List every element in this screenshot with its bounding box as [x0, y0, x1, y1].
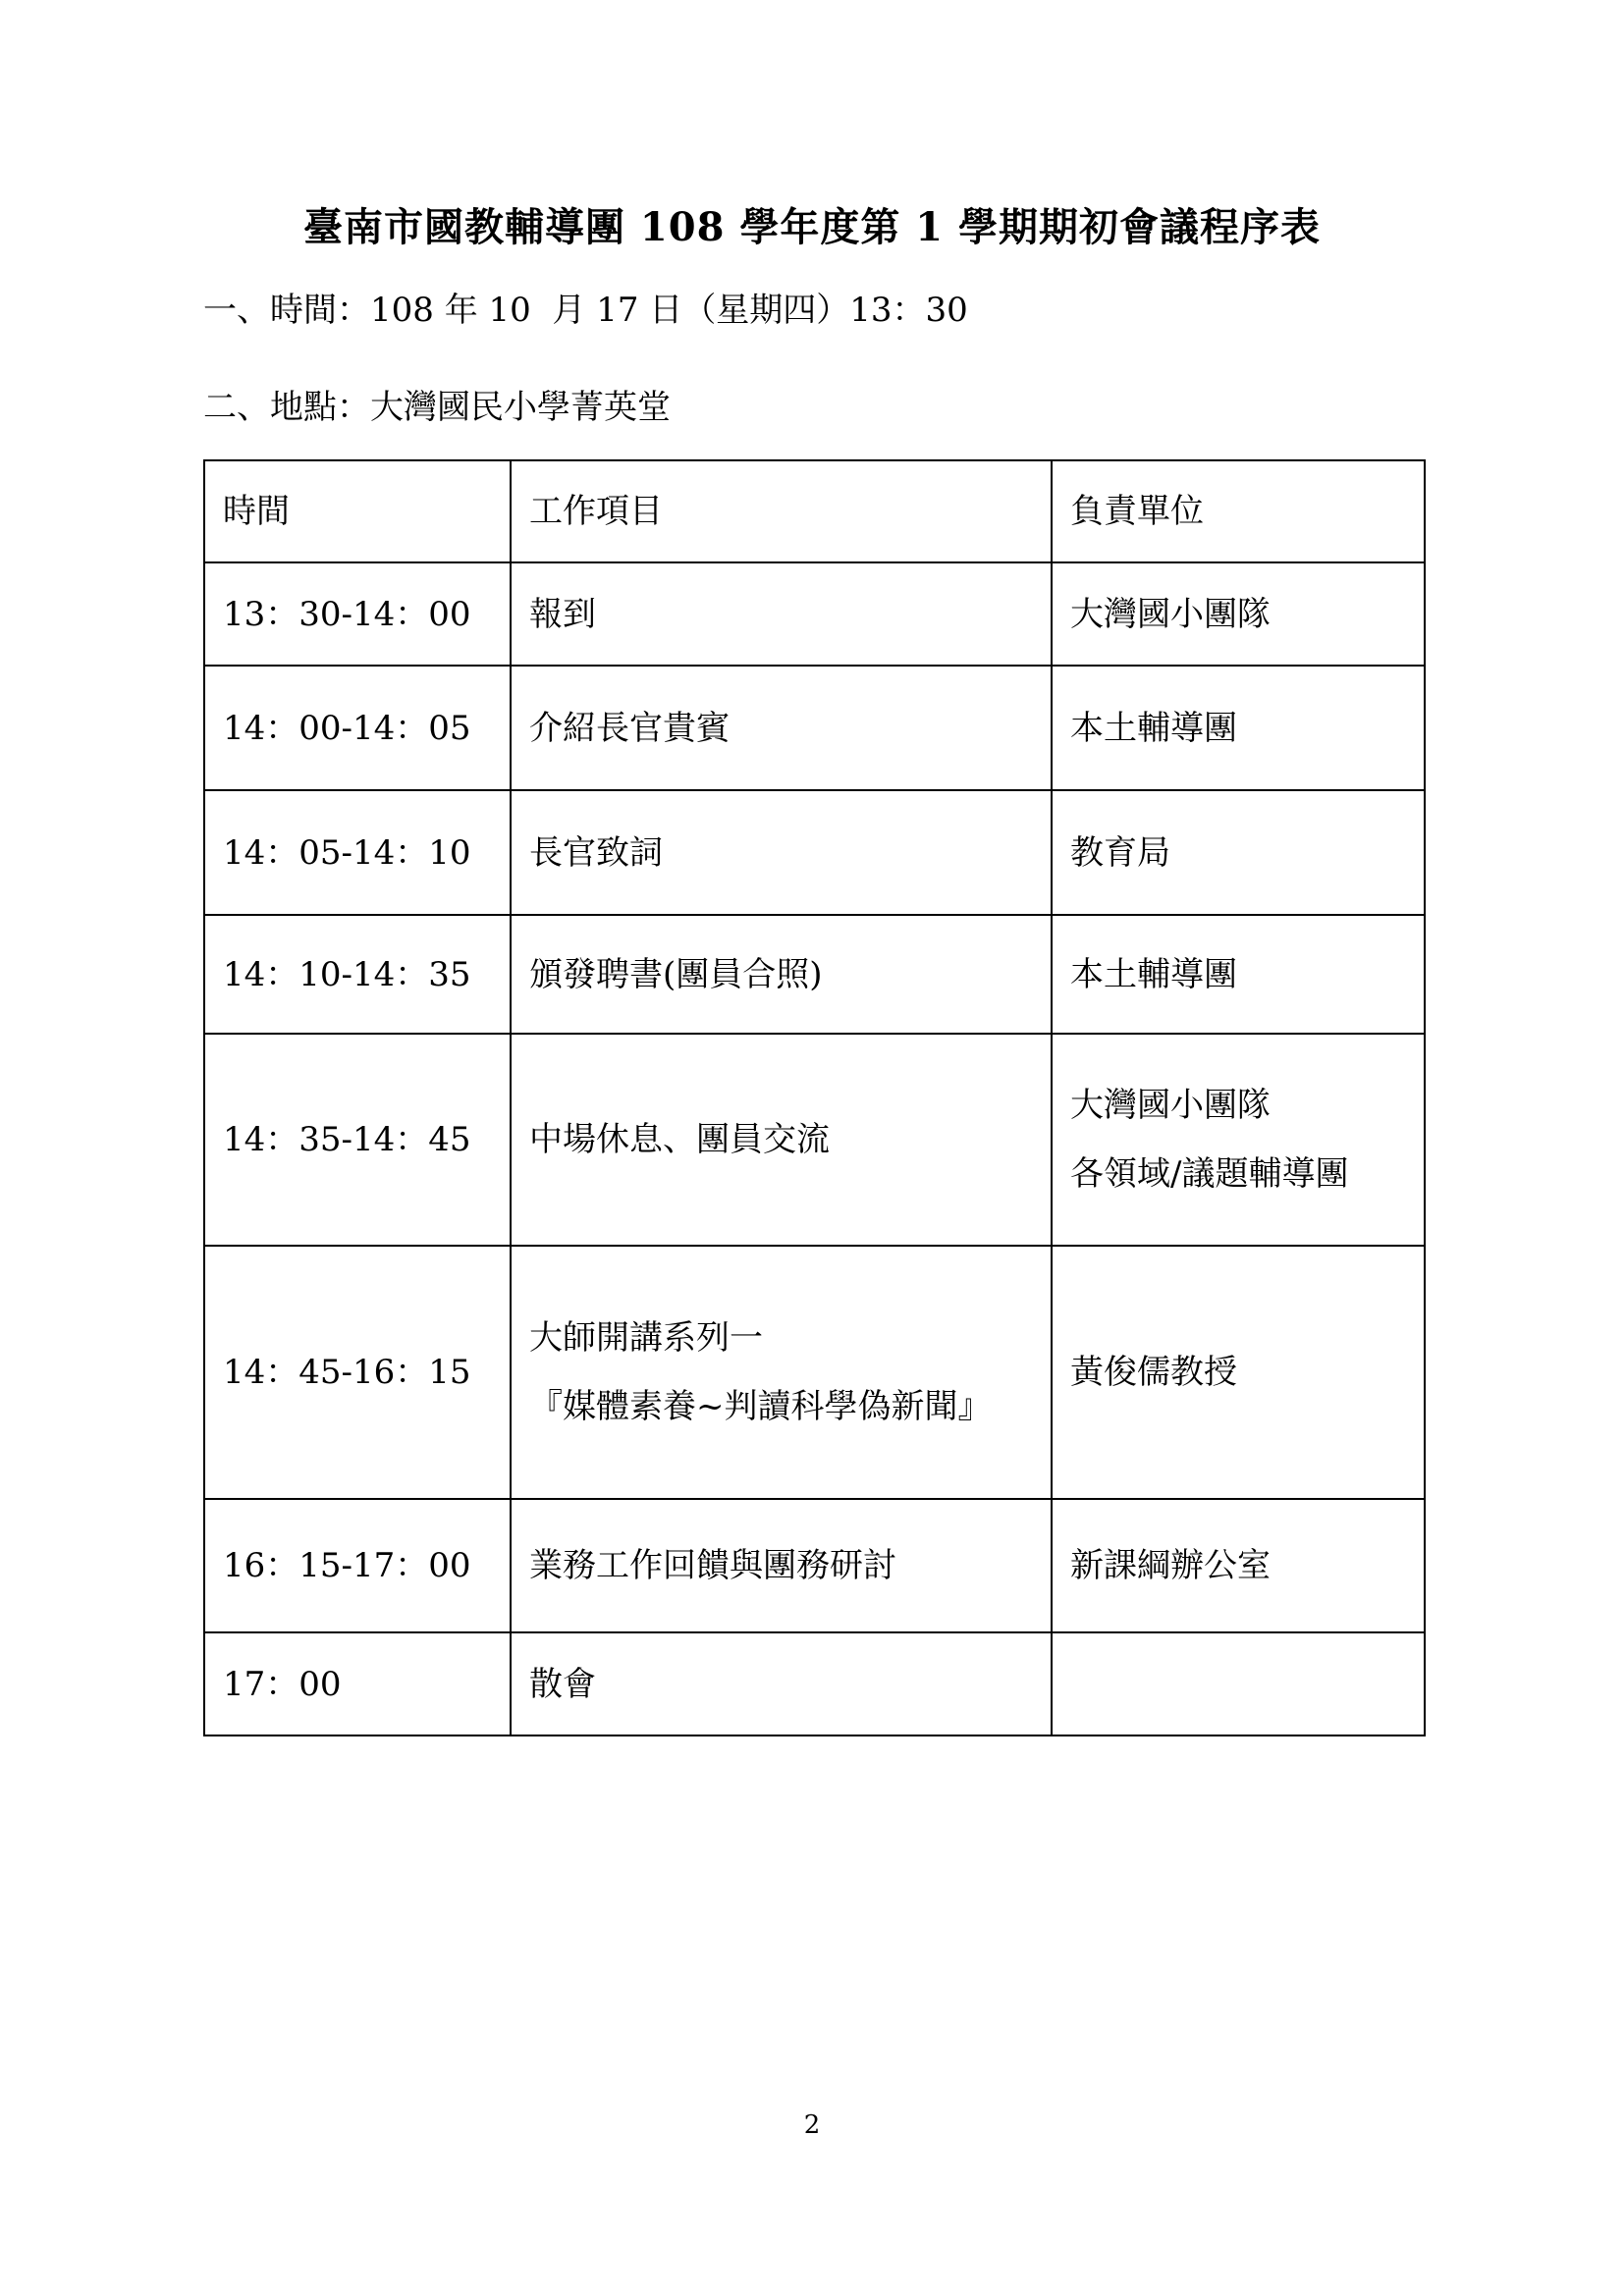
page-title: 臺南市國教輔導團 108 學年度第 1 學期期初會議程序表	[302, 204, 1322, 250]
row-time: 14：00-14：05	[204, 666, 511, 790]
table-row	[204, 1034, 1425, 1246]
row-item-line: 報到	[529, 594, 596, 634]
row-unit-line: 教育局	[1070, 832, 1170, 873]
table-row	[204, 915, 1425, 1034]
row-item	[511, 1499, 1052, 1632]
agenda-table	[203, 459, 1426, 1736]
header-unit: 負責單位	[1052, 460, 1425, 562]
table-row	[204, 562, 1425, 666]
row-unit-line: 新課綱辦公室	[1070, 1546, 1271, 1585]
row-item	[511, 915, 1052, 1034]
row-time: 14：35-14：45	[204, 1034, 511, 1246]
row-unit-line: 各領域/議題輔導團	[1070, 1154, 1349, 1194]
header-time: 時間	[204, 460, 511, 562]
row-unit	[1052, 915, 1425, 1034]
row-unit-line: 大灣國小團隊	[1070, 594, 1271, 634]
row-unit	[1052, 790, 1425, 915]
table-row	[204, 1632, 1425, 1735]
row-time: 16：15-17：00	[204, 1499, 511, 1632]
meeting-time	[203, 283, 968, 331]
row-item-line: 『媒體素養~判讀科學偽新聞』	[529, 1387, 992, 1426]
row-item-line: 業務工作回饋與團務研討	[529, 1546, 896, 1585]
table-row	[204, 1499, 1425, 1632]
table-row	[204, 1246, 1425, 1499]
row-unit	[1052, 1034, 1425, 1246]
row-item	[511, 562, 1052, 666]
row-item-line: 長官致詞	[529, 832, 663, 873]
meeting-time-text: 一、時間：108 年 10 月 17 日（星期四）13：30	[203, 291, 968, 330]
table-row	[204, 790, 1425, 915]
page-number: 2	[803, 2110, 821, 2140]
row-time: 14：45-16：15	[204, 1246, 511, 1499]
row-unit-line: 大灣國小團隊	[1070, 1086, 1271, 1125]
row-time: 17：00	[204, 1632, 511, 1735]
table-header-row	[204, 460, 1425, 562]
row-unit	[1052, 1632, 1425, 1735]
row-unit	[1052, 1499, 1425, 1632]
row-unit	[1052, 1246, 1425, 1499]
row-item	[511, 790, 1052, 915]
row-unit	[1052, 562, 1425, 666]
meeting-place	[203, 380, 671, 428]
row-unit-line: 本土輔導團	[1070, 708, 1237, 748]
table-row	[204, 666, 1425, 790]
row-item-line: 散會	[529, 1664, 596, 1704]
row-time: 14：10-14：35	[204, 915, 511, 1034]
row-item	[511, 666, 1052, 790]
meeting-place-text: 二、地點：大灣國民小學菁英堂	[203, 388, 671, 427]
row-item	[511, 1632, 1052, 1735]
row-item-line: 中場休息、團員交流	[529, 1120, 830, 1159]
row-item-line: 介紹長官貴賓	[529, 708, 730, 748]
row-item	[511, 1034, 1052, 1246]
header-item: 工作項目	[511, 460, 1052, 562]
row-item-line: 頒發聘書(團員合照)	[529, 954, 823, 994]
row-time: 14：05-14：10	[204, 790, 511, 915]
row-time: 13：30-14：00	[204, 562, 511, 666]
row-unit-line: 黃俊儒教授	[1070, 1353, 1237, 1392]
row-unit	[1052, 666, 1425, 790]
row-item	[511, 1246, 1052, 1499]
row-unit-line: 本土輔導團	[1070, 954, 1237, 994]
row-item-line: 大師開講系列一	[529, 1318, 763, 1358]
